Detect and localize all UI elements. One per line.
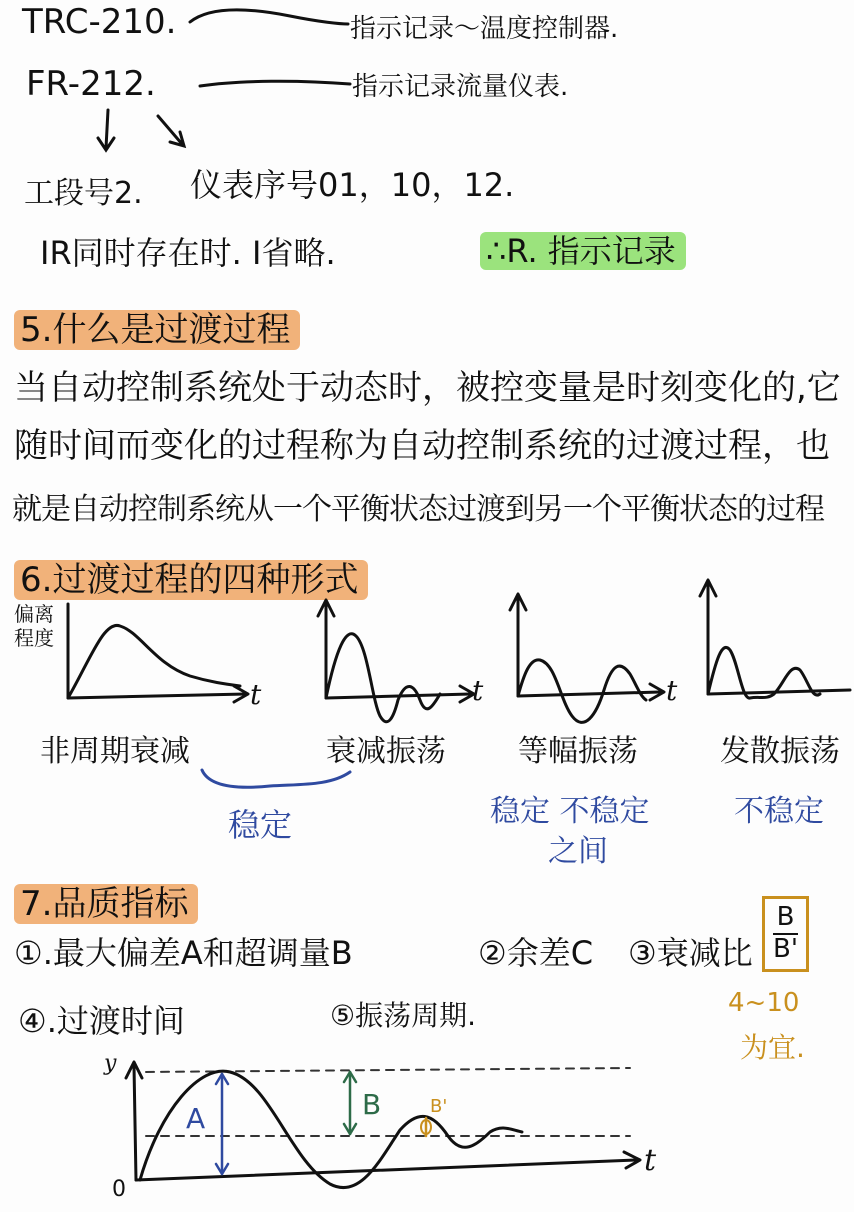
label-damped-oscillation: 衰减振荡 bbox=[326, 734, 446, 769]
time-axis-label-3: t bbox=[666, 674, 678, 707]
between-label-1: 稳定 不稳定 bbox=[490, 794, 650, 829]
connector-line-1 bbox=[190, 10, 348, 24]
omission-note: IR同时存在时. I省略. bbox=[40, 234, 336, 272]
code-fr: FR-212. bbox=[26, 64, 156, 104]
graph-y-label: y bbox=[104, 1051, 117, 1076]
section5-paragraph-line2: 随时间而变化的过程称为自动控制系统的过渡过程，也 bbox=[14, 426, 830, 466]
quality-item-3: ③衰减比 bbox=[628, 934, 753, 972]
deviation-label-top: 偏离 bbox=[14, 602, 54, 626]
down-arrow bbox=[98, 110, 114, 150]
conclusion-highlight: ∴R. 指示记录 bbox=[480, 232, 686, 270]
code-trc: TRC-210. bbox=[22, 2, 177, 42]
quality-item-2: ②余差C bbox=[478, 934, 594, 972]
serial-number-note: 仪表序号01，10，12. bbox=[190, 166, 515, 204]
quality-item-1: ①.最大偏差A和超调量B bbox=[14, 934, 353, 972]
time-axis-label-2: t bbox=[472, 674, 484, 707]
top-connector-lines bbox=[0, 0, 854, 230]
graph-origin-label: 0 bbox=[112, 1177, 126, 1202]
ratio-range-suffix: 为宜. bbox=[740, 1031, 805, 1064]
stable-label: 稳定 bbox=[228, 806, 293, 844]
B-label: B bbox=[362, 1088, 382, 1121]
A-label: A bbox=[186, 1102, 206, 1135]
quality-item-5: ⑤振荡周期. bbox=[330, 999, 477, 1032]
ratio-denominator: B' bbox=[773, 933, 798, 964]
between-label-2: 之间 bbox=[548, 834, 608, 869]
section6-title: 6.过渡过程的四种形式 bbox=[14, 560, 368, 600]
label-non-periodic-decay: 非周期衰减 bbox=[40, 734, 190, 769]
ratio-range: 4~10 bbox=[728, 988, 800, 1018]
section-number-note: 工段号2. bbox=[24, 176, 143, 211]
y-axis bbox=[134, 1066, 136, 1180]
label-constant-amplitude: 等幅振荡 bbox=[518, 734, 638, 769]
deviation-label-bottom: 程度 bbox=[14, 626, 54, 650]
section5-title: 5.什么是过渡过程 bbox=[14, 310, 300, 350]
time-axis-label-1: t bbox=[250, 678, 262, 711]
diagonal-arrow bbox=[158, 116, 184, 146]
unstable-label: 不稳定 bbox=[734, 794, 824, 829]
section5-paragraph-line1: 当自动控制系统处于动态时，被控变量是时刻变化的,它 bbox=[14, 368, 841, 408]
quality-item-4: ④.过渡时间 bbox=[18, 1002, 185, 1040]
section5-paragraph-line3: 就是自动控制系统从一个平衡状态过渡到另一个平衡状态的过程 bbox=[12, 492, 824, 527]
label-divergent-oscillation: 发散振荡 bbox=[720, 734, 840, 769]
section7-title: 7.品质指标 bbox=[14, 884, 198, 924]
ratio-numerator: B bbox=[773, 903, 798, 935]
connector-line-2 bbox=[200, 81, 350, 86]
t-axis bbox=[136, 1160, 636, 1180]
Bp-label: B' bbox=[430, 1096, 448, 1117]
desc-trc: 指示记录～温度控制器. bbox=[350, 14, 619, 44]
desc-fr: 指示记录流量仪表. bbox=[352, 72, 569, 102]
graph-t-label: t bbox=[644, 1143, 657, 1178]
